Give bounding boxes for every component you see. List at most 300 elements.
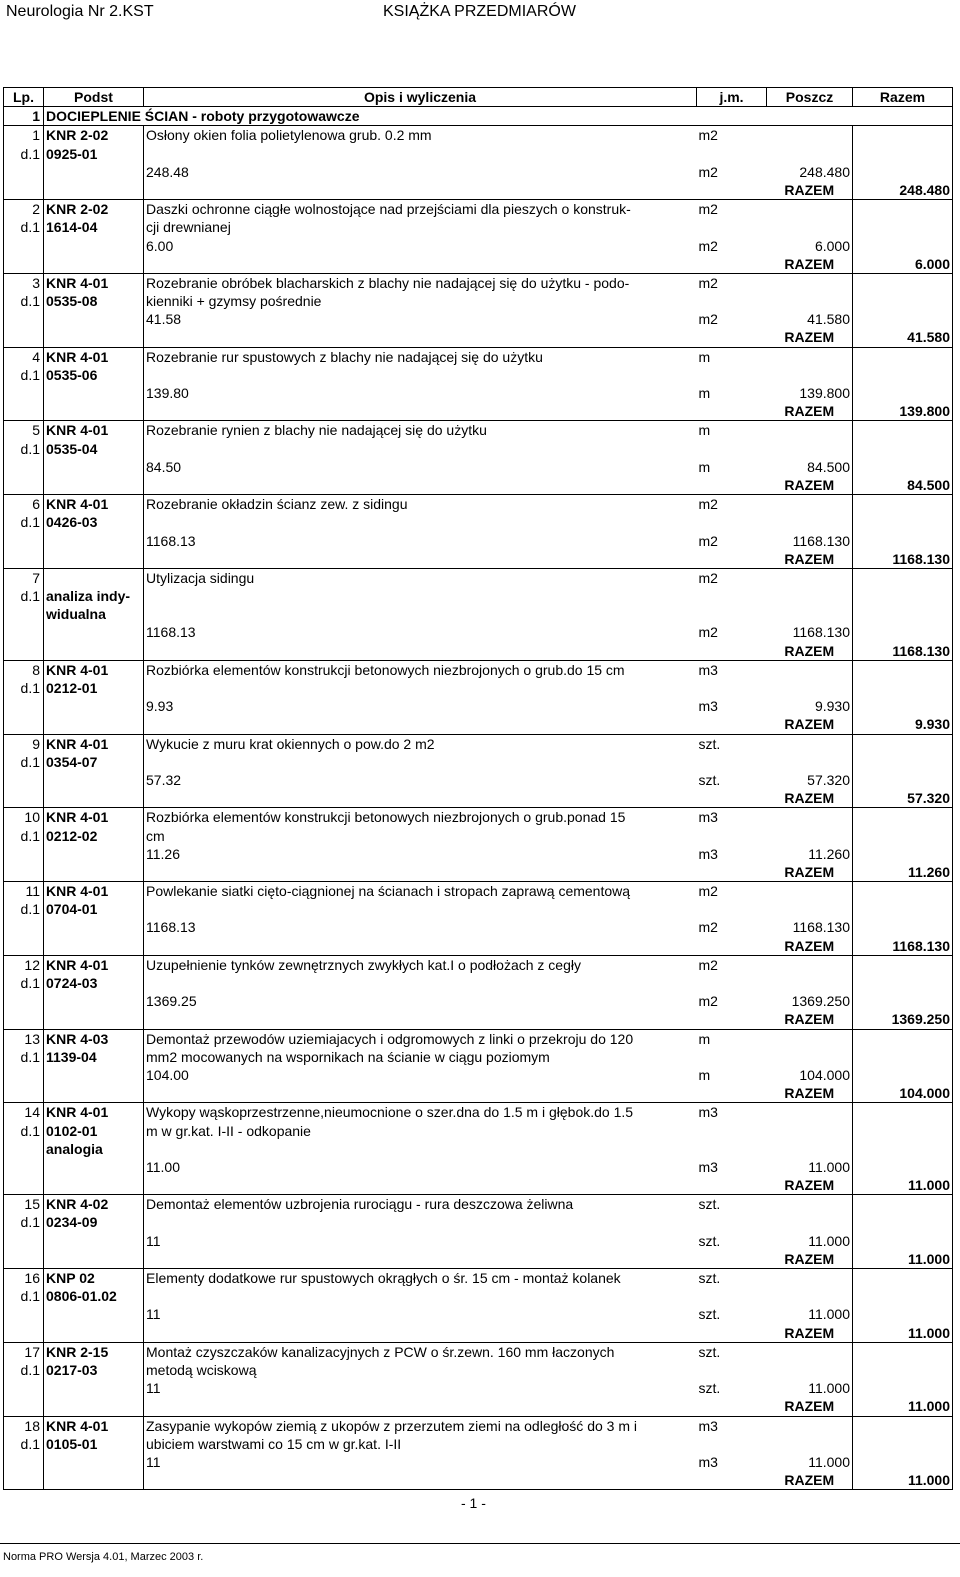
basis-code: widualna	[44, 605, 144, 623]
empty-cell	[767, 347, 853, 366]
empty-cell	[44, 402, 144, 421]
basis-code	[44, 568, 144, 587]
calculation-unit: m3	[698, 1158, 718, 1175]
empty-cell	[767, 660, 853, 679]
unit	[697, 900, 767, 918]
empty-cell	[44, 1232, 144, 1250]
basis-code: KNR 4-01	[44, 734, 144, 753]
empty-cell	[853, 440, 953, 458]
empty-cell	[853, 1453, 953, 1471]
total-quantity: 57.320	[853, 789, 953, 808]
empty-cell	[44, 1305, 144, 1323]
sum-row	[4, 1324, 953, 1343]
calculation-row	[4, 1305, 953, 1323]
description-line	[144, 753, 697, 771]
total-quantity: 6.000	[853, 255, 953, 274]
empty-cell	[853, 200, 953, 219]
empty-cell	[767, 1435, 853, 1453]
total-quantity: 11.000	[853, 1471, 953, 1490]
position-row	[4, 955, 953, 974]
basis-code: KNR 4-01	[44, 421, 144, 440]
calculation-unit: m2	[698, 311, 718, 328]
position-number: 4	[4, 347, 44, 366]
calculation-value: 1168.13	[146, 624, 196, 641]
position-subnumber: d.1	[4, 753, 44, 771]
empty-cell	[144, 255, 697, 274]
empty-cell	[44, 310, 144, 328]
calculation-row	[4, 237, 953, 255]
empty-cell	[4, 715, 44, 734]
calculation-row	[4, 1453, 953, 1471]
empty-cell	[4, 918, 44, 936]
empty-cell	[853, 513, 953, 531]
column-header-lp: Lp.	[4, 88, 44, 107]
empty-cell	[767, 200, 853, 219]
unit: szt.	[698, 1343, 721, 1360]
position-row	[4, 440, 953, 458]
empty-cell	[44, 937, 144, 956]
empty-cell	[4, 550, 44, 569]
sum-label: RAZEM	[767, 181, 853, 200]
description-line	[144, 974, 697, 992]
empty-cell	[697, 715, 767, 734]
total-quantity: 11.000	[853, 1397, 953, 1416]
basis-code: KNR 4-02	[44, 1195, 144, 1214]
total-quantity: 1168.130	[853, 642, 953, 661]
unit	[697, 753, 767, 771]
total-quantity: 104.000	[853, 1084, 953, 1103]
empty-cell	[697, 1084, 767, 1103]
description-line	[144, 440, 697, 458]
sum-row	[4, 863, 953, 882]
empty-cell	[767, 1195, 853, 1214]
empty-cell	[697, 1250, 767, 1269]
empty-cell	[44, 697, 144, 715]
description-line: Uzupełnienie tynków zewnętrznych zwykłych kat.I o podłożach z cegły	[146, 956, 581, 973]
partial-quantity: 11.000	[767, 1379, 853, 1397]
position-row	[4, 273, 953, 292]
unit: szt.	[698, 735, 721, 752]
calculation-value: 11	[146, 1232, 161, 1249]
empty-cell	[144, 863, 697, 882]
unit: m2	[698, 956, 718, 973]
sum-row	[4, 328, 953, 347]
calculation-row	[4, 384, 953, 402]
empty-cell	[44, 458, 144, 476]
empty-cell	[697, 1471, 767, 1490]
basis-code: KNR 4-01	[44, 1416, 144, 1435]
description-line: Rozbiórka elementów konstrukcji betonowych niezbrojonych o grub.ponad 15	[146, 809, 626, 826]
empty-cell	[697, 937, 767, 956]
position-subnumber: d.1	[4, 587, 44, 605]
sum-row	[4, 937, 953, 956]
empty-cell	[4, 642, 44, 661]
partial-quantity: 139.800	[767, 384, 853, 402]
empty-cell	[853, 1066, 953, 1084]
empty-cell	[4, 532, 44, 550]
unit	[697, 974, 767, 992]
description-line	[144, 587, 697, 605]
basis-code: analiza indy-	[44, 587, 144, 605]
basis-code: 0806-01.02	[44, 1287, 144, 1305]
sum-row	[4, 1010, 953, 1029]
empty-cell	[44, 623, 144, 641]
position-row	[4, 1048, 953, 1066]
sum-row	[4, 1084, 953, 1103]
empty-cell	[853, 845, 953, 863]
empty-cell	[697, 476, 767, 495]
empty-cell	[144, 1324, 697, 1343]
position-subnumber: d.1	[4, 145, 44, 163]
empty-cell	[4, 476, 44, 495]
calculation-value: 11	[146, 1306, 161, 1323]
calculation-unit: m3	[698, 698, 718, 715]
empty-cell	[4, 1066, 44, 1084]
unit: m2	[698, 201, 718, 218]
calculation-row	[4, 1379, 953, 1397]
empty-cell	[44, 237, 144, 255]
empty-cell	[44, 1176, 144, 1195]
unit	[697, 827, 767, 845]
sum-label: RAZEM	[767, 789, 853, 808]
description-line	[144, 1287, 697, 1305]
position-subnumber: d.1	[4, 1048, 44, 1066]
position-row	[4, 808, 953, 827]
empty-cell	[144, 1084, 697, 1103]
empty-cell	[44, 789, 144, 808]
empty-cell	[4, 1453, 44, 1471]
empty-cell	[4, 1471, 44, 1490]
empty-cell	[44, 1379, 144, 1397]
sum-row	[4, 255, 953, 274]
total-quantity: 139.800	[853, 402, 953, 421]
basis-code: 0724-03	[44, 974, 144, 992]
column-header-podst: Podst	[44, 88, 144, 107]
sum-label: RAZEM	[767, 1176, 853, 1195]
calculation-row	[4, 310, 953, 328]
empty-cell	[4, 310, 44, 328]
empty-cell	[44, 863, 144, 882]
position-number: 18	[4, 1416, 44, 1435]
partial-quantity: 1168.130	[767, 918, 853, 936]
sum-label: RAZEM	[767, 476, 853, 495]
unit: m2	[698, 127, 718, 144]
description-line: cji drewnianej	[146, 219, 231, 236]
partial-quantity: 11.000	[767, 1232, 853, 1250]
sum-row	[4, 789, 953, 808]
position-number: 17	[4, 1342, 44, 1361]
empty-cell	[853, 218, 953, 236]
unit: m3	[698, 1104, 718, 1121]
description-line: Demontaż przewodów uziemiajacych i odgromowych z linki o przekroju do 120	[146, 1030, 634, 1047]
total-quantity: 11.260	[853, 863, 953, 882]
description-line: m w gr.kat. I-II - odkopanie	[146, 1122, 311, 1139]
sum-label: RAZEM	[767, 642, 853, 661]
partial-quantity: 11.000	[767, 1158, 853, 1176]
empty-cell	[853, 495, 953, 514]
position-subnumber: d.1	[4, 1213, 44, 1231]
calculation-value: 57.32	[146, 771, 182, 788]
unit: m2	[698, 883, 718, 900]
position-number: 14	[4, 1103, 44, 1122]
position-number: 16	[4, 1269, 44, 1288]
empty-cell	[853, 1287, 953, 1305]
empty-cell	[44, 845, 144, 863]
empty-cell	[4, 697, 44, 715]
unit: m	[698, 348, 711, 365]
basis-code: KNR 2-02	[44, 126, 144, 145]
calculation-row	[4, 771, 953, 789]
sum-row	[4, 1397, 953, 1416]
calculation-unit: m2	[698, 993, 718, 1010]
calculation-row	[4, 623, 953, 641]
empty-cell	[853, 918, 953, 936]
partial-quantity: 84.500	[767, 458, 853, 476]
position-row	[4, 347, 953, 366]
position-row	[4, 1287, 953, 1305]
empty-cell	[44, 1084, 144, 1103]
calculation-unit: m3	[698, 1453, 718, 1470]
position-row	[4, 495, 953, 514]
empty-cell	[767, 974, 853, 992]
empty-cell	[4, 789, 44, 808]
total-quantity: 11.000	[853, 1250, 953, 1269]
calculation-row	[4, 1158, 953, 1176]
position-number: 9	[4, 734, 44, 753]
empty-cell	[144, 1250, 697, 1269]
basis-code: 0217-03	[44, 1361, 144, 1379]
empty-cell	[767, 827, 853, 845]
description-line: mm2 mocowanych na wspornikach na ścianie w ciągu poziomym	[146, 1048, 550, 1065]
description-line	[144, 145, 697, 163]
empty-cell	[4, 1250, 44, 1269]
calculation-row	[4, 992, 953, 1010]
basis-code: KNR 4-01	[44, 808, 144, 827]
calculation-unit: m2	[698, 237, 718, 254]
empty-cell	[697, 402, 767, 421]
basis-code: 0102-01	[44, 1122, 144, 1140]
empty-cell	[4, 1084, 44, 1103]
basis-code: KNR 4-01	[44, 495, 144, 514]
description-line	[144, 605, 697, 623]
empty-cell	[4, 937, 44, 956]
empty-cell	[697, 181, 767, 200]
description-line: Rozebranie rynien z blachy nie nadającej się do użytku	[146, 422, 487, 439]
empty-cell	[853, 1103, 953, 1122]
calculation-value: 1168.13	[146, 919, 196, 936]
empty-cell	[4, 1379, 44, 1397]
basis-code: 1614-04	[44, 218, 144, 236]
empty-cell	[853, 808, 953, 827]
position-row	[4, 1103, 953, 1122]
calculation-value: 6.00	[146, 237, 174, 254]
sum-label: RAZEM	[767, 550, 853, 569]
empty-cell	[767, 292, 853, 310]
description-line: cm	[146, 827, 165, 844]
empty-cell	[853, 753, 953, 771]
position-subnumber: d.1	[4, 218, 44, 236]
empty-cell	[4, 181, 44, 200]
description-line: Rozbiórka elementów konstrukcji betonowych niezbrojonych o grub.do 15 cm	[146, 661, 625, 678]
sum-row	[4, 642, 953, 661]
position-number: 3	[4, 273, 44, 292]
empty-cell	[767, 605, 853, 623]
position-row	[4, 827, 953, 845]
empty-cell	[4, 845, 44, 863]
empty-cell	[44, 715, 144, 734]
position-subnumber: d.1	[4, 1122, 44, 1140]
position-row	[4, 1361, 953, 1379]
calculation-row	[4, 697, 953, 715]
position-number: 10	[4, 808, 44, 827]
empty-cell	[853, 1361, 953, 1379]
empty-cell	[767, 734, 853, 753]
sum-row	[4, 402, 953, 421]
empty-cell	[853, 1305, 953, 1323]
position-number: 13	[4, 1029, 44, 1048]
basis-code: KNR 4-01	[44, 273, 144, 292]
unit	[697, 587, 767, 605]
empty-cell	[853, 605, 953, 623]
position-row	[4, 1269, 953, 1288]
empty-cell	[144, 1471, 697, 1490]
calculation-row	[4, 845, 953, 863]
calculation-value: 11	[146, 1380, 161, 1397]
position-row	[4, 513, 953, 531]
position-number: 2	[4, 200, 44, 219]
empty-cell	[4, 771, 44, 789]
empty-cell	[697, 328, 767, 347]
position-row	[4, 421, 953, 440]
empty-cell	[853, 163, 953, 181]
table-header-row	[4, 88, 953, 107]
empty-cell	[853, 1232, 953, 1250]
position-row	[4, 753, 953, 771]
basis-code: 0426-03	[44, 513, 144, 531]
unit: szt.	[698, 1196, 721, 1213]
calculation-unit: m2	[698, 163, 718, 180]
empty-cell	[144, 181, 697, 200]
empty-cell	[767, 1416, 853, 1435]
empty-cell	[767, 1140, 853, 1158]
position-row	[4, 1029, 953, 1048]
page-number: - 1 -	[461, 1495, 486, 1511]
calculation-unit: szt.	[698, 1232, 721, 1249]
position-subnumber: d.1	[4, 974, 44, 992]
unit: m3	[698, 809, 718, 826]
empty-cell	[4, 863, 44, 882]
sum-label: RAZEM	[767, 1250, 853, 1269]
empty-cell	[4, 623, 44, 641]
partial-quantity: 1168.130	[767, 623, 853, 641]
empty-cell	[853, 587, 953, 605]
partial-quantity: 9.930	[767, 697, 853, 715]
description-line: kienniki + gzymsy pośrednie	[146, 293, 322, 310]
calculation-value: 1168.13	[146, 532, 196, 549]
calculation-unit: szt.	[698, 1380, 721, 1397]
empty-cell	[853, 1029, 953, 1048]
partial-quantity: 1168.130	[767, 532, 853, 550]
empty-cell	[144, 328, 697, 347]
total-quantity: 1369.250	[853, 1010, 953, 1029]
empty-cell	[767, 513, 853, 531]
unit	[697, 1140, 767, 1158]
calculation-value: 139.80	[146, 385, 189, 401]
basis-code: 1139-04	[44, 1048, 144, 1066]
position-subnumber: d.1	[4, 366, 44, 384]
empty-cell	[767, 1213, 853, 1231]
calculation-value: 9.93	[146, 698, 174, 715]
empty-cell	[4, 1397, 44, 1416]
empty-cell	[144, 715, 697, 734]
position-row	[4, 734, 953, 753]
empty-cell	[853, 1379, 953, 1397]
estimate-table	[3, 87, 953, 1490]
empty-cell	[44, 1010, 144, 1029]
position-row	[4, 218, 953, 236]
partial-quantity: 104.000	[767, 1066, 853, 1084]
sum-row	[4, 715, 953, 734]
position-subnumber: d.1	[4, 1435, 44, 1453]
empty-cell	[4, 1232, 44, 1250]
empty-cell	[853, 1342, 953, 1361]
description-line: Rozebranie okładzin ścianz zew. z sidingu	[146, 496, 408, 513]
description-line	[144, 1213, 697, 1231]
unit: m	[698, 1030, 711, 1047]
position-row	[4, 292, 953, 310]
sum-label: RAZEM	[767, 1324, 853, 1343]
empty-cell	[853, 900, 953, 918]
empty-cell	[4, 605, 44, 623]
calculation-unit: m	[698, 385, 711, 401]
empty-cell	[144, 937, 697, 956]
sum-label: RAZEM	[767, 863, 853, 882]
basis-code: KNR 2-02	[44, 200, 144, 219]
empty-cell	[767, 126, 853, 145]
unit: m2	[698, 274, 718, 291]
calculation-unit: m3	[698, 845, 718, 862]
calculation-value: 84.50	[146, 458, 182, 475]
empty-cell	[853, 310, 953, 328]
position-number: 12	[4, 955, 44, 974]
description-line: Wykucie z muru krat okiennych o pow.do 2 m2	[146, 735, 435, 752]
calculation-value: 41.58	[146, 311, 182, 328]
empty-cell	[4, 384, 44, 402]
empty-cell	[44, 642, 144, 661]
empty-cell	[4, 328, 44, 347]
basis-code: KNR 4-01	[44, 660, 144, 679]
empty-cell	[144, 402, 697, 421]
basis-code: KNR 4-01	[44, 882, 144, 901]
basis-code: 0105-01	[44, 1435, 144, 1453]
unit	[697, 218, 767, 236]
unit	[697, 1435, 767, 1453]
position-number: 7	[4, 568, 44, 587]
calculation-value: 248.48	[146, 163, 189, 180]
position-row	[4, 900, 953, 918]
empty-cell	[767, 900, 853, 918]
empty-cell	[853, 771, 953, 789]
empty-cell	[767, 679, 853, 697]
total-quantity: 11.000	[853, 1176, 953, 1195]
empty-cell	[44, 255, 144, 274]
calculation-unit: m	[698, 458, 711, 475]
description-line: Osłony okien folia polietylenowa grub. 0.2 mm	[146, 127, 432, 144]
empty-cell	[853, 882, 953, 901]
empty-cell	[853, 292, 953, 310]
empty-cell	[853, 827, 953, 845]
document-title: KSIĄŻKA PRZEDMIARÓW	[383, 3, 576, 20]
